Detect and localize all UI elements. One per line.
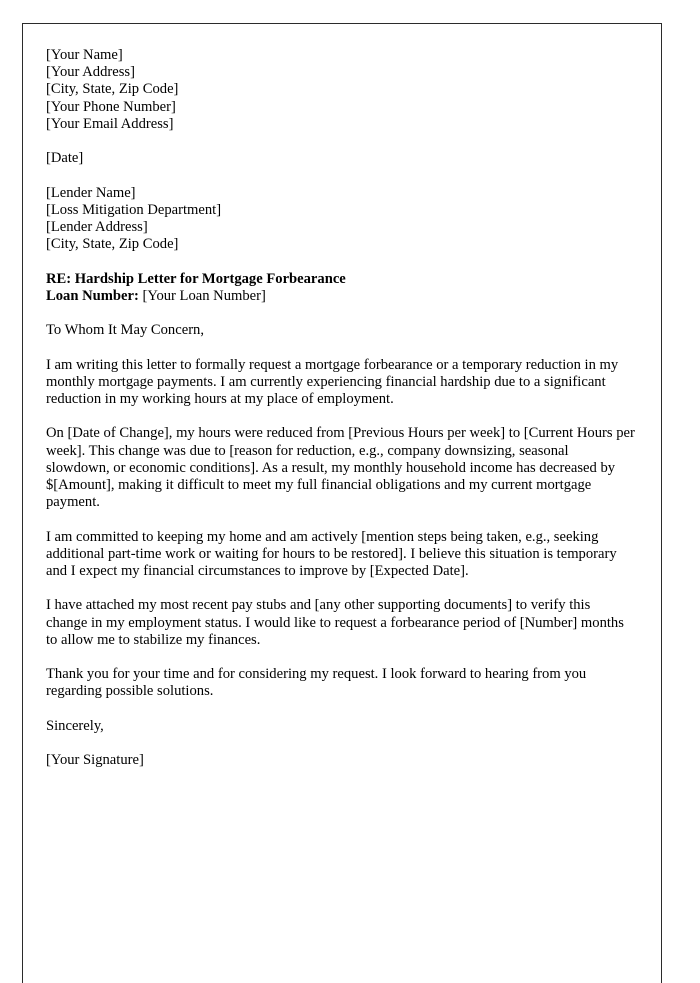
subject-block <box>46 271 635 305</box>
closing-block <box>46 718 635 735</box>
spacer-after-recipient <box>46 253 635 270</box>
sender-city-state-zip-line: [City, State, Zip Code] <box>46 81 179 98</box>
date-line: [Date] <box>46 150 84 167</box>
body-paragraph-3: I am committed to keeping my home and am actively [mention steps being taken, e.g., seeking additional part-time work or waiting for hours to be restored]. I believe this situation is temporary and I expect my financial circumstances to improve by [Expected Date]. <box>46 528 617 579</box>
re-subject-line: RE: Hardship Letter for Mortgage Forbearance <box>46 270 346 287</box>
document-page <box>22 23 662 983</box>
closing-line: Sincerely, <box>46 717 104 734</box>
recipient-address-block <box>46 185 635 254</box>
sender-address-block <box>46 47 635 133</box>
sender-address-line: [Your Address] <box>46 64 135 81</box>
spacer-after-paragraph-2 <box>46 511 635 528</box>
spacer-after-closing <box>46 735 635 752</box>
lender-city-state-zip-line: [City, State, Zip Code] <box>46 236 179 253</box>
body-paragraph-5: Thank you for your time and for considering my request. I look forward to hearing from you regarding possible solutions. <box>46 666 587 700</box>
spacer-after-paragraph-3 <box>46 580 635 597</box>
sender-phone-line: [Your Phone Number] <box>46 98 176 115</box>
date-block <box>46 150 635 167</box>
signature-line: [Your Signature] <box>46 752 144 769</box>
sender-name-line: [Your Name] <box>46 47 123 63</box>
loan-number-line <box>46 288 635 305</box>
lender-name-line: [Lender Name] <box>46 184 136 201</box>
loan-number-label: Loan Number: <box>46 287 139 304</box>
lender-department-line: [Loss Mitigation Department] <box>46 201 222 218</box>
spacer-after-paragraph-5 <box>46 701 635 718</box>
spacer-after-date <box>46 167 635 184</box>
loan-number-value: [Your Loan Number] <box>142 287 266 304</box>
lender-address-line: [Lender Address] <box>46 219 148 235</box>
signature-block <box>46 752 635 769</box>
spacer-after-sender <box>46 133 635 150</box>
letter-body <box>23 24 661 769</box>
spacer-after-salutation <box>46 339 635 356</box>
salutation-line: To Whom It May Concern, <box>46 322 204 339</box>
body-paragraph-2: On [Date of Change], my hours were reduced from [Previous Hours per week] to [Current Hours per week]. This change was due to [reason for reduction, e.g., company downsizing, seasonal slowdown, or economic conditions]. As a result, my monthly household income has decreased by $[Amount], making it difficult to meet my full financial obligations and my current mortgage payment. <box>46 425 635 511</box>
spacer-after-subject <box>46 305 635 322</box>
salutation-block <box>46 322 635 339</box>
sender-email-line: [Your Email Address] <box>46 115 174 132</box>
spacer-after-paragraph-4 <box>46 649 635 666</box>
body-paragraph-1: I am writing this letter to formally request a mortgage forbearance or a temporary reduction in my monthly mortgage payments. I am currently experiencing financial hardship due to a significant reduction in my working hours at my place of employment. <box>46 356 619 407</box>
body-paragraph-4: I have attached my most recent pay stubs and [any other supporting documents] to verify this change in my employment status. I would like to request a forbearance period of [Number] months to allow me to stabilize my finances. <box>46 597 624 648</box>
spacer-after-paragraph-1 <box>46 408 635 425</box>
